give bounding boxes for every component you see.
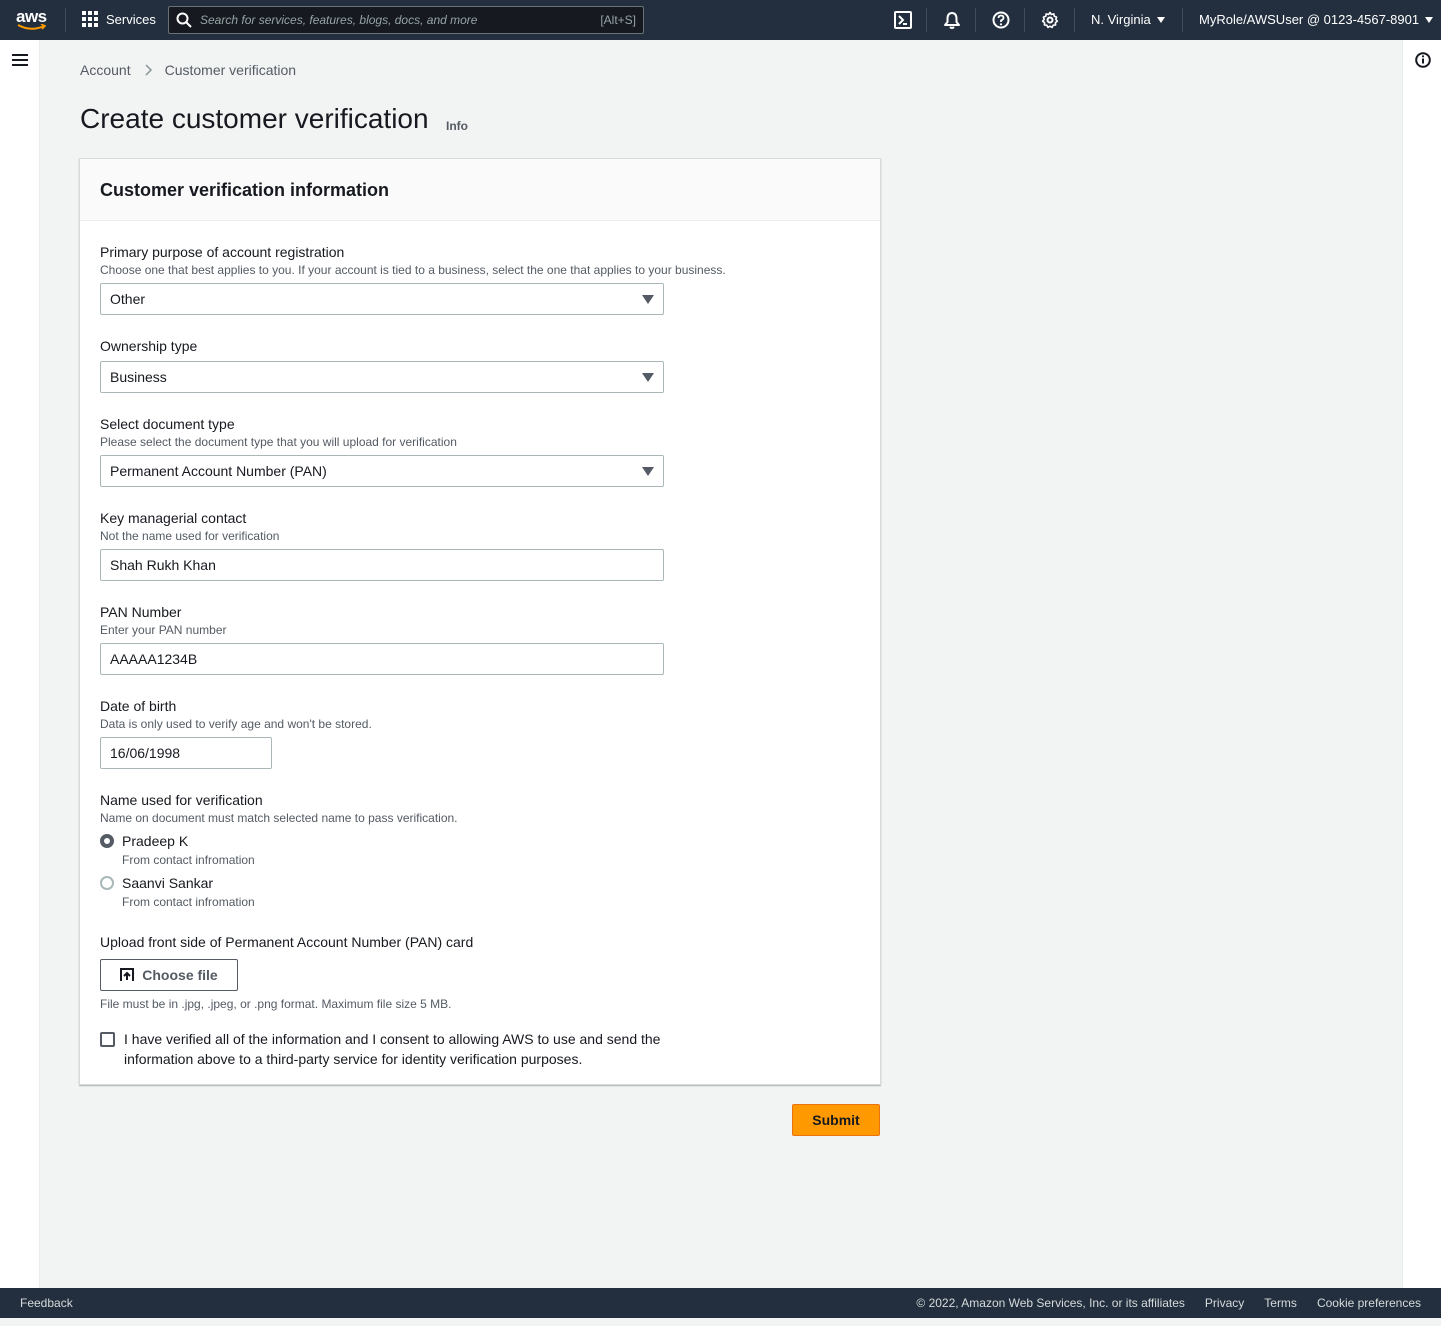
radio-option-pradeep[interactable]	[100, 832, 458, 868]
verification-form-container	[79, 158, 881, 1085]
consent-checkbox[interactable]	[100, 1032, 115, 1047]
document-type-field	[100, 415, 664, 487]
nav-divider	[1182, 8, 1183, 32]
radio-button[interactable]	[100, 876, 114, 890]
cookie-preferences-link[interactable]: Cookie preferences	[1316, 1296, 1421, 1310]
search-shortcut: [Alt+S]	[600, 13, 636, 27]
purpose-description: Choose one that best applies to you. If your account is tied to a business, select the one that applies to your business.	[100, 263, 726, 277]
consent-checkbox-row[interactable]	[100, 1029, 664, 1069]
caret-down-icon	[1425, 17, 1433, 23]
upload-icon	[120, 968, 134, 982]
help-icon[interactable]	[991, 10, 1011, 30]
upload-hint: File must be in .jpg, .jpeg, or .png format. Maximum file size 5 MB.	[100, 997, 452, 1011]
search-icon	[176, 12, 192, 28]
radio-description: From contact infromation	[122, 853, 255, 867]
info-circle-icon[interactable]	[1415, 52, 1431, 68]
dob-input[interactable]: 16/06/1998	[100, 737, 272, 769]
pan-label: PAN Number	[100, 604, 182, 620]
aws-logo[interactable]	[16, 8, 50, 32]
purpose-field	[100, 243, 726, 315]
name-used-field	[100, 791, 458, 910]
account-menu[interactable]	[1199, 12, 1433, 27]
copyright-text: © 2022, Amazon Web Services, Inc. or its affiliates	[916, 1296, 1185, 1310]
breadcrumb	[80, 62, 296, 78]
purpose-label: Primary purpose of account registration	[100, 244, 345, 260]
document-type-select[interactable]	[100, 455, 664, 487]
privacy-link[interactable]: Privacy	[1204, 1296, 1245, 1310]
radio-label: Saanvi Sankar	[122, 875, 214, 891]
submit-button[interactable]: Submit	[792, 1104, 880, 1136]
nav-divider	[926, 8, 927, 32]
radio-label: Pradeep K	[122, 833, 189, 849]
page-title: Create customer verification	[80, 103, 429, 134]
region-selector[interactable]	[1091, 12, 1165, 27]
ownership-select[interactable]	[100, 361, 664, 393]
cloudshell-icon[interactable]	[893, 10, 913, 30]
dob-label: Date of birth	[100, 698, 177, 714]
account-label: MyRole/AWSUser @ 0123-4567-8901	[1199, 12, 1420, 27]
upload-field	[100, 933, 473, 1012]
aws-logo-text: aws	[16, 7, 47, 26]
info-link[interactable]: Info	[446, 119, 468, 133]
purpose-select-value: Other	[110, 291, 146, 307]
ownership-field	[100, 337, 664, 393]
breadcrumb-current: Customer verification	[164, 62, 297, 78]
search-box[interactable]	[168, 6, 644, 34]
radio-option-saanvi[interactable]	[100, 874, 458, 910]
aws-smile-icon	[17, 24, 47, 31]
pan-field	[100, 603, 664, 675]
radio-button-checked[interactable]	[100, 834, 114, 848]
notifications-bell-icon[interactable]	[942, 10, 962, 30]
chevron-right-icon	[145, 64, 153, 76]
radio-description: From contact infromation	[122, 895, 255, 909]
nav-divider	[975, 8, 976, 32]
contact-field	[100, 509, 664, 581]
name-used-label: Name used for verification	[100, 792, 263, 808]
left-navigation-rail	[0, 40, 40, 1288]
caret-down-icon	[642, 467, 654, 476]
settings-gear-icon[interactable]	[1040, 10, 1060, 30]
region-label: N. Virginia	[1091, 12, 1151, 27]
footer	[0, 1288, 1441, 1318]
choose-file-button[interactable]	[100, 959, 238, 991]
top-navigation	[0, 0, 1441, 40]
contact-description: Not the name used for verification	[100, 529, 280, 543]
document-type-description: Please select the document type that you will upload for verification	[100, 435, 457, 449]
pan-description: Enter your PAN number	[100, 623, 227, 637]
document-type-select-value: Permanent Account Number (PAN)	[110, 463, 327, 479]
nav-divider	[1074, 8, 1075, 32]
purpose-select[interactable]	[100, 283, 664, 315]
feedback-link[interactable]: Feedback	[20, 1296, 73, 1310]
caret-down-icon	[642, 295, 654, 304]
caret-down-icon	[642, 373, 654, 382]
dob-field	[100, 697, 372, 769]
dob-description: Data is only used to verify age and won't be stored.	[100, 717, 372, 731]
terms-link[interactable]: Terms	[1264, 1296, 1297, 1310]
grid-icon	[82, 11, 98, 27]
nav-divider	[65, 8, 66, 32]
search-input[interactable]	[200, 13, 600, 27]
container-header: Customer verification information	[80, 159, 880, 221]
services-label: Services	[106, 11, 156, 27]
contact-label: Key managerial contact	[100, 510, 247, 526]
nav-divider	[1024, 8, 1025, 32]
breadcrumb-account-link[interactable]: Account	[80, 62, 131, 78]
menu-hamburger-icon[interactable]	[12, 54, 28, 68]
contact-input[interactable]: Shah Rukh Khan	[100, 549, 664, 581]
ownership-label: Ownership type	[100, 338, 198, 354]
consent-text: I have verified all of the information and I consent to allowing AWS to use and send the information above to a third-party service for identity verification purposes.	[124, 1031, 661, 1067]
upload-label: Upload front side of Permanent Account Number (PAN) card	[100, 934, 474, 950]
choose-file-label: Choose file	[142, 967, 218, 983]
right-tools-rail	[1402, 40, 1441, 1288]
document-type-label: Select document type	[100, 416, 235, 432]
caret-down-icon	[1157, 17, 1165, 23]
services-menu[interactable]	[82, 11, 156, 27]
name-used-description: Name on document must match selected name to pass verification.	[100, 811, 458, 825]
ownership-select-value: Business	[110, 369, 167, 385]
pan-input[interactable]: AAAAA1234B	[100, 643, 664, 675]
